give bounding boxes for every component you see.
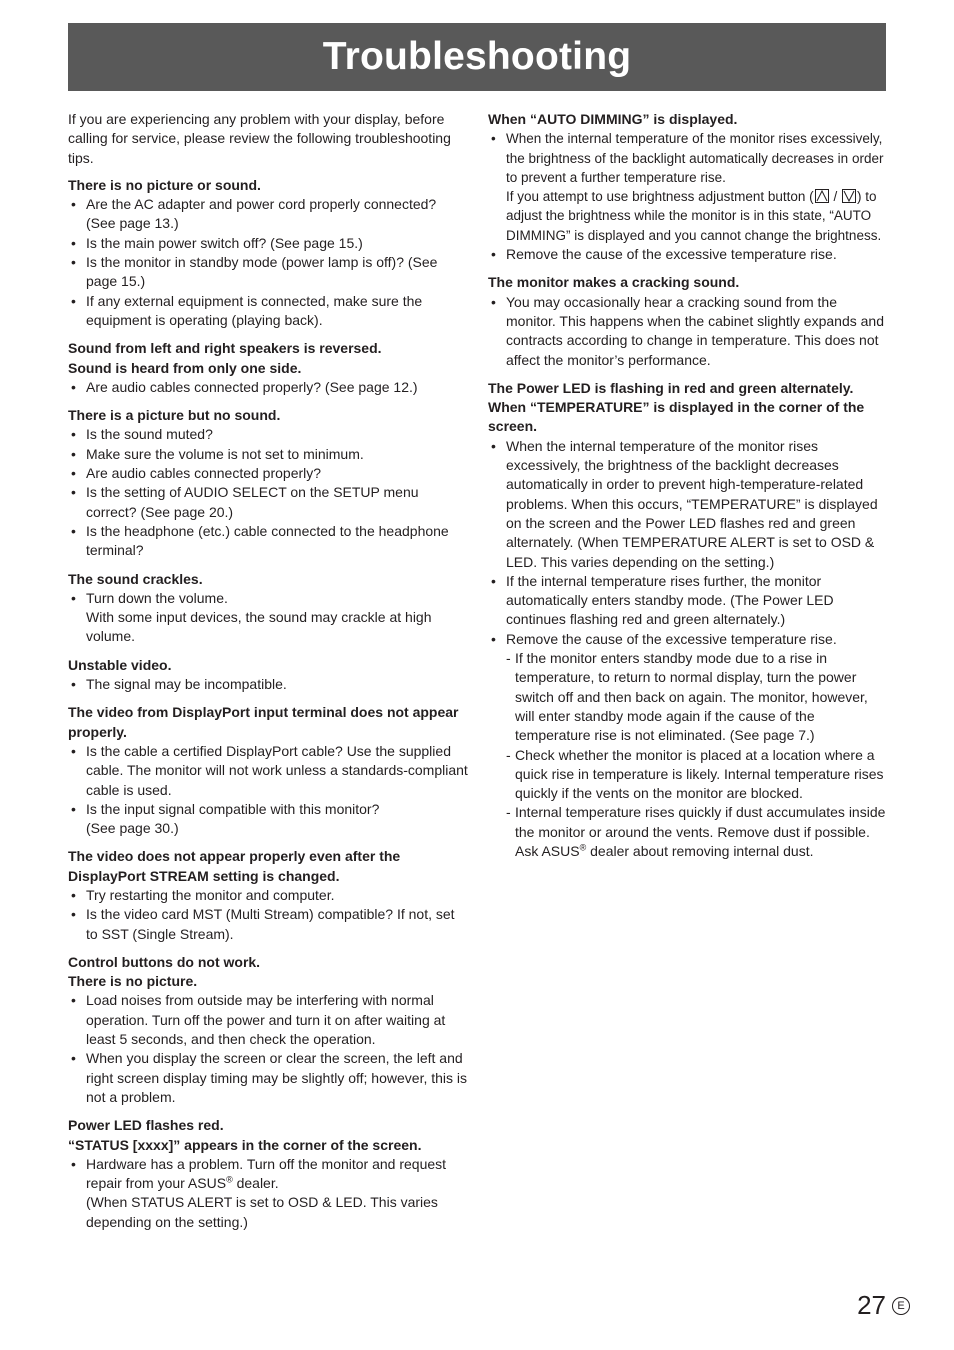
item-text: • Are audio cables connected properly? (See page 12.) — [86, 378, 418, 395]
page-title: Troubleshooting — [322, 35, 632, 78]
section-title: The video from DisplayPort input terminal does not appear properly. — [68, 704, 459, 740]
bullet-list — [68, 195, 468, 330]
left-sections — [68, 176, 468, 1107]
section-title: Power LED flashes red. — [68, 1117, 224, 1134]
list-item — [68, 800, 468, 839]
list-item: • If the internal temperature rises further, the monitor automatically enters standby mode. (The Power LED continues flashing red and green alternately.) — [488, 572, 888, 630]
bullet-list — [68, 425, 468, 560]
list-item — [68, 425, 468, 444]
item-text — [506, 187, 888, 245]
list-item — [68, 195, 468, 234]
item-text: • Is the setting of AUDIO SELECT on the SETUP menu correct? (See page 20.) — [86, 484, 419, 520]
registered-mark: ® — [579, 842, 587, 853]
troubleshoot-section — [68, 570, 468, 647]
bullet-list — [488, 129, 888, 264]
bullet-list — [68, 675, 468, 694]
registered-mark: ® — [226, 1174, 233, 1185]
section-title: The Power LED is flashing in red and green alternately. — [488, 379, 854, 396]
section-title: There is a picture but no sound. — [68, 407, 281, 424]
troubleshoot-section — [68, 953, 468, 1107]
list-item — [68, 483, 468, 522]
brightness-up-icon — [815, 189, 829, 203]
item-text: • When you display the screen or clear the screen, the left and right screen display timing may be slightly off; however, this is not a problem. — [86, 1050, 468, 1105]
item-text: ) to adjust the brightness while the monitor is in this state, “AUTO DIMMING” is displayed and you cannot change the brightness. — [506, 189, 882, 243]
section-title: “STATUS [xxxx]” appears in the corner of the screen. — [68, 1136, 422, 1153]
section-led-red — [68, 1116, 468, 1232]
list-item — [68, 991, 468, 1049]
troubleshoot-section — [68, 176, 468, 330]
intro-text: If you are experiencing any problem with your display, before calling for service, please review the following troubleshooting tips. — [68, 111, 451, 166]
item-note: (When STATUS ALERT is set to OSD & LED. This varies depending on the setting.) — [86, 1194, 438, 1230]
item-text: • Is the main power switch off? (See page 15.) — [86, 234, 363, 251]
item-text: If you attempt to use brightness adjustment button ( — [506, 189, 814, 205]
left-column — [68, 110, 468, 1241]
bullet-list — [68, 742, 468, 838]
section-title: When “TEMPERATURE” is displayed in the corner of the screen. — [488, 399, 865, 435]
section-title: The monitor makes a cracking sound. — [488, 274, 740, 291]
list-item — [68, 464, 468, 483]
item-text: • Load noises from outside may be interfering with normal operation. Turn off the power and turn it on after waiting at least 5 seconds, and then check the operation. — [86, 992, 446, 1048]
item-note: With some input devices, the sound may crackle at high volume. — [86, 609, 432, 645]
page-number-value: 27 — [857, 1290, 886, 1320]
item-text: • Is the sound muted? — [86, 426, 213, 443]
list-item — [488, 129, 888, 245]
list-item — [68, 522, 468, 561]
dash-item — [506, 803, 888, 861]
section-title: The video does not appear properly even after the DisplayPort STREAM setting is changed. — [68, 848, 401, 884]
item-text: • Is the headphone (etc.) cable connected to the headphone terminal? — [86, 522, 449, 559]
list-item — [68, 742, 468, 800]
item-text: • Make sure the volume is not set to minimum. — [86, 445, 364, 462]
page-number — [857, 1290, 910, 1321]
troubleshoot-section — [68, 406, 468, 560]
bullet-list — [488, 293, 888, 370]
list-item — [68, 378, 468, 397]
dash-item: - If the monitor enters standby mode due to a rise in temperature, to return to normal display, turn the power switch off and then back on again. The monitor, however, will enter standby mode again if the cause of the temperature rise is not eliminated. (See page 7.) — [506, 649, 888, 745]
item-text: • Turn down the volume. — [86, 589, 228, 606]
section-title: Unstable video. — [68, 656, 172, 673]
list-item — [68, 675, 468, 694]
section-title: When “AUTO DIMMING” is displayed. — [488, 111, 738, 127]
list-item — [68, 905, 468, 944]
item-text: dealer. — [232, 1175, 279, 1192]
list-item — [68, 253, 468, 292]
item-text: • If any external equipment is connected, make sure the equipment is operating (playing back). — [86, 292, 423, 328]
bullet-list — [68, 589, 468, 647]
troubleshoot-section — [68, 339, 468, 397]
dash-item: - Check whether the monitor is placed at a location where a quick rise in temperature is likely. Internal temperature rises quickly if the vents on the monitor are blocked. — [506, 746, 888, 804]
section-title: There is no picture or sound. — [68, 176, 261, 193]
right-column — [488, 110, 888, 870]
list-item — [68, 234, 468, 253]
item-text: Hardware has a problem. Turn off the monitor and request repair from your ASUS — [86, 1155, 447, 1192]
list-item: • When the internal temperature of the monitor rises excessively, the brightness of the backlight decreases automatically in order to prevent high-temperature-related problems. When this occurs, “TEMPERATURE” is displayed on the screen and the Power LED flashes red and green alternately. (When TEMPERATURE ALERT is set to OSD & LED. This varies depending on the setting.) — [488, 437, 888, 572]
item-text: • When the internal temperature of the monitor rises excessively, the brightness of the backlight automatically decreases in order to prevent a further temperature rise. — [506, 131, 884, 185]
list-item — [488, 630, 888, 862]
item-text: • Is the video card MST (Multi Stream) compatible? If not, set to SST (Single Stream). — [86, 906, 455, 942]
item-text: • Try restarting the monitor and computer. — [86, 886, 335, 903]
bullet-list — [68, 886, 468, 944]
list-item: • Remove the cause of the excessive temperature rise. — [488, 245, 888, 264]
list-item — [68, 1155, 468, 1232]
bullet-list — [68, 378, 468, 397]
language-badge: E — [892, 1297, 910, 1315]
brightness-down-icon — [842, 189, 856, 203]
bullet-list — [68, 991, 468, 1107]
item-text: Internal temperature rises quickly if dust accumulates inside the monitor or around the vents. Remove dust if possible. Ask ASUS — [515, 804, 886, 859]
troubleshoot-section — [68, 847, 468, 943]
section-title: Sound is heard from only one side. — [68, 359, 302, 376]
item-text: • Is the monitor in standby mode (power lamp is off)? (See page 15.) — [86, 254, 438, 290]
section-title: Control buttons do not work. — [68, 953, 261, 970]
dash-list — [506, 649, 888, 861]
list-item — [68, 445, 468, 464]
item-note: (See page 30.) — [86, 820, 179, 837]
section-temperature — [488, 379, 888, 861]
title-banner — [68, 23, 886, 91]
list-item — [68, 886, 468, 905]
list-item — [68, 1049, 468, 1107]
section-title: Sound from left and right speakers is reversed. — [68, 340, 382, 357]
list-item: • You may occasionally hear a cracking sound from the monitor. This happens when the cabinet slightly expands and contracts according to change in temperature. This does not affect the monitor’s performance. — [488, 293, 888, 370]
section-cracking — [488, 273, 888, 369]
section-auto-dimming — [488, 110, 888, 264]
item-text: dealer about removing internal dust. — [586, 842, 814, 859]
item-text: • Are the AC adapter and power cord properly connected? (See page 13.) — [86, 196, 437, 232]
item-text: • Remove the cause of the excessive temperature rise. — [506, 630, 837, 647]
item-text: • Are audio cables connected properly? — [86, 465, 322, 482]
troubleshoot-section — [68, 656, 468, 695]
item-text: • Is the cable a certified DisplayPort cable? Use the supplied cable. The monitor will not work unless a standards-compliant cable is used. — [86, 742, 468, 798]
list-item — [68, 589, 468, 647]
item-text: • Is the input signal compatible with this monitor? — [86, 800, 380, 817]
separator: / — [829, 189, 841, 205]
list-item — [68, 292, 468, 331]
troubleshoot-section — [68, 703, 468, 838]
bullet-list — [68, 1155, 468, 1232]
bullet-list — [488, 437, 888, 862]
item-text: • The signal may be incompatible. — [86, 676, 287, 693]
section-title: There is no picture. — [68, 973, 198, 990]
section-title: The sound crackles. — [68, 570, 203, 587]
